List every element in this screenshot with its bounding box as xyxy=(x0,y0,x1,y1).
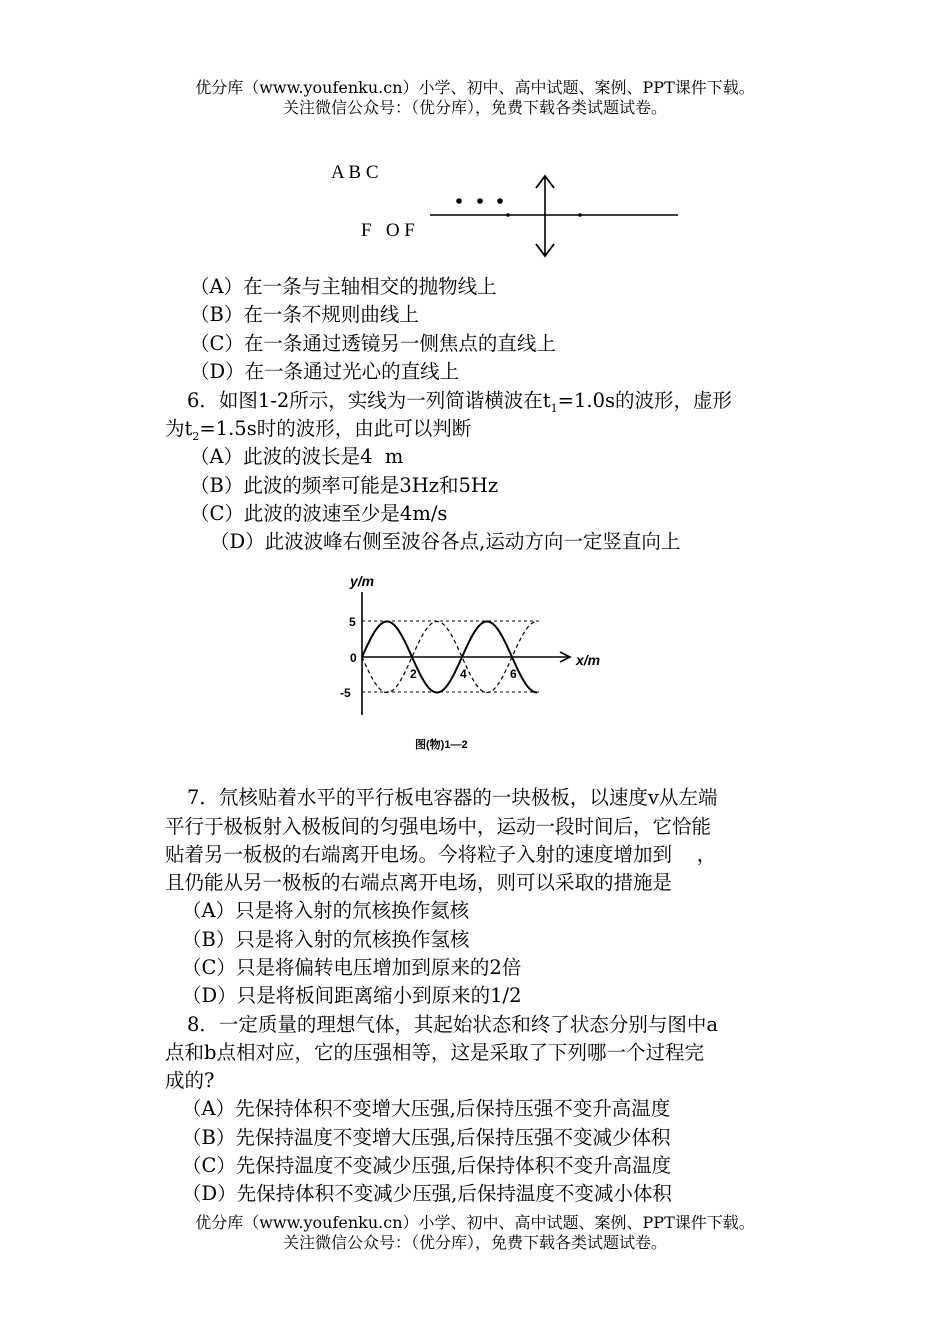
q8-option-d: （D）先保持体积不变减少压强,后保持温度不变减小体积 xyxy=(182,1182,672,1205)
header-line-1: 优分库（www.youfenku.cn）小学、初中、高中试题、案例、PPT课件下载。 xyxy=(195,78,755,97)
q7-stem-line-3: 贴着另一板极的右端离开电场。今将粒子入射的速度增加到 ， xyxy=(165,843,717,866)
q7-option-c: （C）只是将偏转电压增加到原来的2倍 xyxy=(182,956,522,979)
q7-option-b: （B）只是将入射的氘核换作氢核 xyxy=(182,928,470,951)
q5-option-c: （C）在一条通过透镜另一侧焦点的直线上 xyxy=(190,332,556,355)
point-c xyxy=(497,198,503,204)
q6-line1-post: =1.0s的波形，虚形 xyxy=(557,389,733,412)
footer-line-2: 关注微信公众号：（优分库），免费下载各类试题试卷。 xyxy=(282,1233,667,1252)
q8-option-b: （B）先保持温度不变增大压强,后保持压强不变减少体积 xyxy=(182,1126,671,1149)
focus-right xyxy=(578,213,582,217)
q8-option-c: （C）先保持温度不变减少压强,后保持体积不变升高温度 xyxy=(182,1154,672,1177)
footer-line-1: 优分库（www.youfenku.cn）小学、初中、高中试题、案例、PPT课件下载。 xyxy=(195,1213,755,1232)
wave-chart xyxy=(330,570,630,760)
q5-option-a: （A）在一条与主轴相交的抛物线上 xyxy=(190,275,497,298)
lens-top-labels: A B C xyxy=(331,162,379,183)
y-tick-5: 5 xyxy=(349,615,356,629)
q7-stem-line-1: 7．氘核贴着水平的平行板电容器的一块极板，以速度v从左端 xyxy=(187,786,718,809)
q8-stem-line-2: 点和b点相对应，它的压强相等，这是采取了下列哪一个过程完 xyxy=(165,1041,704,1064)
lens-diagram xyxy=(420,168,690,268)
q8-option-a: （A）先保持体积不变增大压强,后保持压强不变升高温度 xyxy=(182,1097,671,1120)
q6-option-a: （A）此波的波长是4 m xyxy=(190,445,404,468)
q5-option-d: （D）在一条通过光心的直线上 xyxy=(190,360,460,383)
x-axis-label: x/m xyxy=(576,652,601,668)
y-tick-neg5: -5 xyxy=(340,686,351,700)
q6-option-d: （D）此波波峰右侧至波谷各点,运动方向一定竖直向上 xyxy=(210,530,681,553)
x-tick-6: 6 xyxy=(510,667,517,681)
q7-option-a: （A）只是将入射的氘核换作氦核 xyxy=(182,899,470,922)
q6-option-c: （C）此波的波速至少是4m/s xyxy=(190,502,448,525)
q8-stem-line-3: 成的? xyxy=(165,1069,215,1092)
point-b xyxy=(477,198,483,204)
q7-option-d: （D）只是将板间距离缩小到原来的1/2 xyxy=(182,984,522,1007)
q7-stem-line-2: 平行于极板射入极板间的匀强电场中，运动一段时间后，它恰能 xyxy=(165,815,712,838)
x-tick-2: 2 xyxy=(410,667,417,681)
y-axis-label: y/m xyxy=(350,573,375,589)
focus-left xyxy=(506,213,510,217)
header-line-2: 关注微信公众号：（优分库），免费下载各类试题试卷。 xyxy=(282,98,667,117)
lens-bottom-labels: F O F xyxy=(361,220,415,241)
q7-stem-line-4: 且仍能从另一极板的右端点离开电场，则可以采取的措施是 xyxy=(165,871,673,894)
q6-line2-post: =1.5s时的波形，由此可以判断 xyxy=(199,417,472,440)
point-a xyxy=(456,198,462,204)
q6-line2-pre: 为t xyxy=(165,417,193,440)
q8-stem-line-1: 8．一定质量的理想气体，其起始状态和终了状态分别与图中a xyxy=(187,1013,719,1036)
t2-subscript: 2 xyxy=(192,429,200,443)
y-tick-0: 0 xyxy=(350,651,357,665)
x-tick-4: 4 xyxy=(460,667,467,681)
t1-subscript: 1 xyxy=(550,401,558,415)
chart-caption: 图(物)1—2 xyxy=(415,739,468,751)
q6-option-b: （B）此波的频率可能是3Hz和5Hz xyxy=(190,474,499,497)
q6-line1-pre: 6．如图1-2所示，实线为一列简谐横波在t xyxy=(187,389,551,412)
q5-option-b: （B）在一条不规则曲线上 xyxy=(190,303,419,326)
